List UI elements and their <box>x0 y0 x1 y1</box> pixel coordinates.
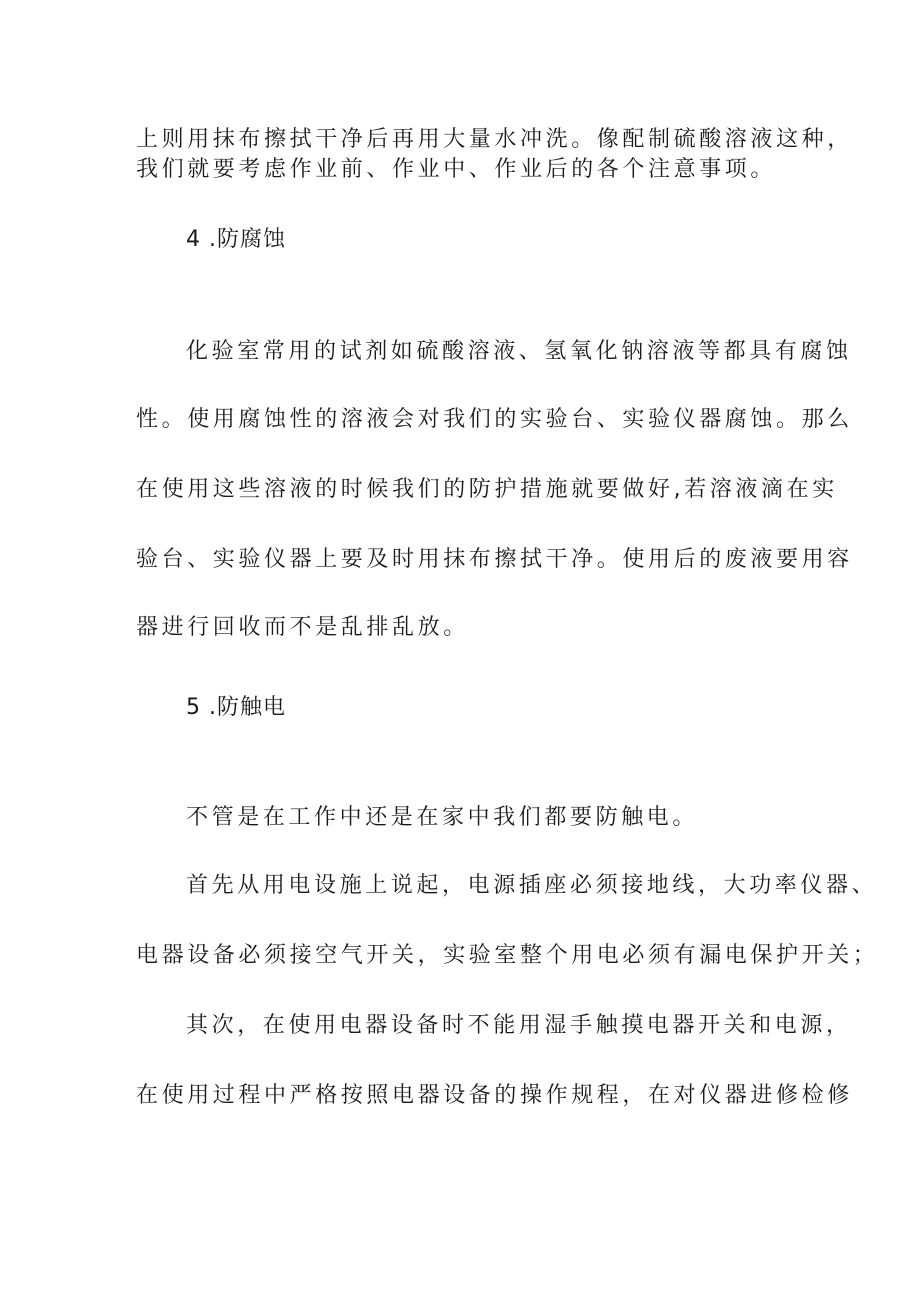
section-4-paragraph-line: 化验室常用的试剂如硫酸溶液、氢氧化钠溶液等都具有腐蚀 <box>186 339 852 364</box>
section-4-heading: 4 .防腐蚀 <box>186 227 286 252</box>
section-4-paragraph-line: 验台、实验仪器上要及时用抹布擦拭干净。使用后的废液要用容 <box>136 547 853 572</box>
section-5-paragraph-3-line: 其次，在使用电器设备时不能用湿手触摸电器开关和电源， <box>186 1013 852 1038</box>
section-4-paragraph-line: 性。使用腐蚀性的溶液会对我们的实验台、实验仪器腐蚀。那么 <box>136 407 853 432</box>
section-4-paragraph-line: 在使用这些溶液的时候我们的防护措施就要做好,若溶液滴在实 <box>136 477 838 502</box>
intro-line-2: 我们就要考虑作业前、作业中、作业后的各个注意事项。 <box>136 157 777 182</box>
section-5-paragraph-2-line: 首先从用电设施上说起，电源插座必须接地线，大功率仪器、 <box>186 873 878 898</box>
section-5-heading: 5 .防触电 <box>186 695 286 720</box>
section-4-paragraph-line: 器进行回收而不是乱排乱放。 <box>136 615 469 640</box>
intro-line-1: 上则用抹布擦拭干净后再用大量水冲洗。像配制硫酸溶液这种， <box>136 127 853 152</box>
section-5-paragraph-1: 不管是在工作中还是在家中我们都要防触电。 <box>186 805 699 830</box>
section-5-paragraph-3-line: 在使用过程中严格按照电器设备的操作规程，在对仪器进修检修 <box>136 1083 853 1108</box>
section-5-paragraph-2-line: 电器设备必须接空气开关，实验室整个用电必须有漏电保护开关； <box>136 943 879 968</box>
